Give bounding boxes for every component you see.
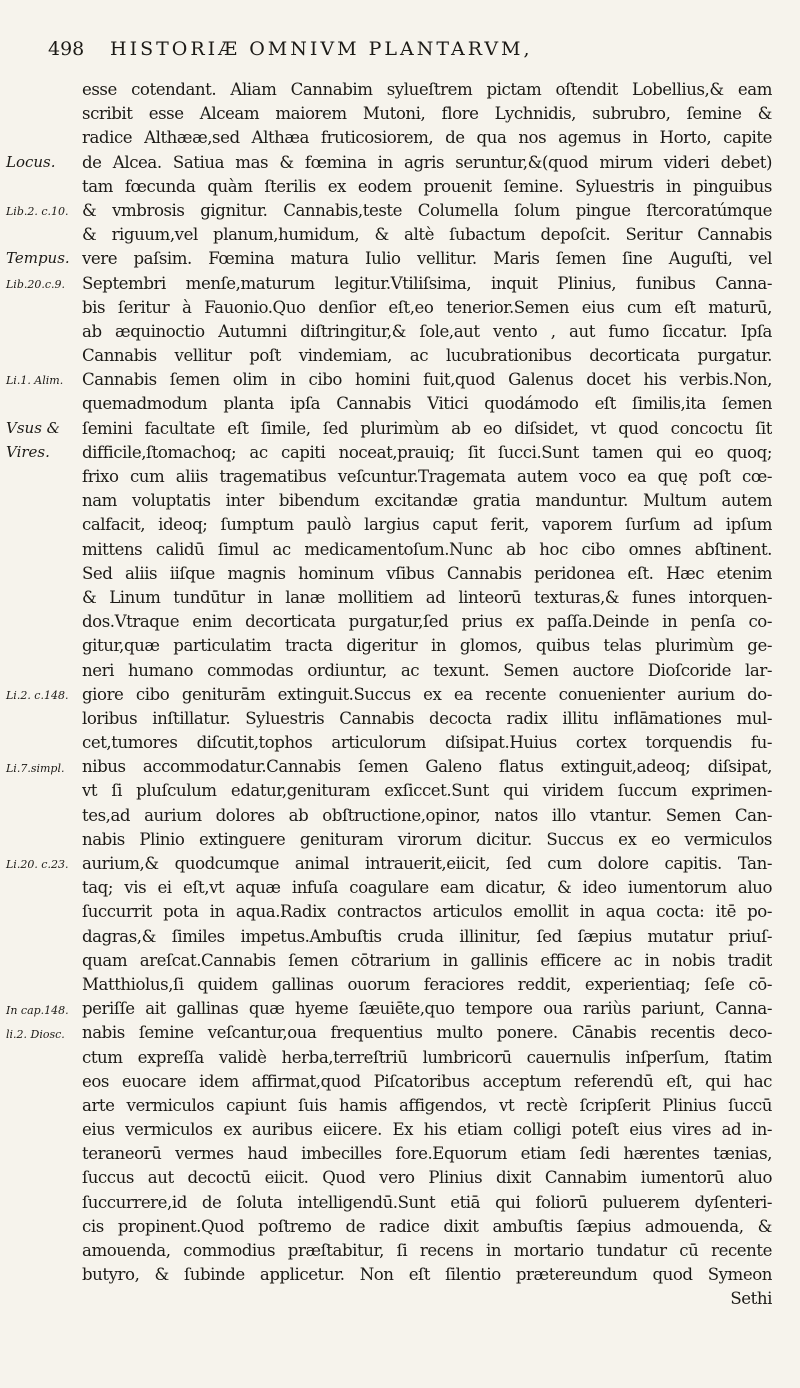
text-line: Sethi: [730, 1289, 772, 1309]
text-line: quemadmodum planta ipſa Cannabis Vitici quodámodo eſt ſimilis,ita ſemen: [82, 394, 772, 414]
text-line: scribit esse Alceam maiorem Mutoni, flore Lychnidis, subrubro, ſemine &: [82, 104, 772, 124]
text-line: & Linum tundūtur in lanæ mollitiem ad linteorū texturas,& funes intorquen-: [82, 587, 772, 607]
text-line: & riguum,vel planum,humidum, & altè ſubactum depoſcit. Seritur Cannabis: [82, 225, 772, 245]
text-line: difficile,ſtomachoq; ac capiti noceat,prauiq; ſit ſucci.Sunt tamen qui eo quoq;: [82, 442, 772, 462]
marginal-note: Vires.: [6, 443, 50, 461]
page-header: [48, 38, 768, 68]
text-line: nabis ſemine veſcantur,oua frequentius multo ponere. Cānabis recentis deco-: [82, 1023, 772, 1043]
text-line: Sed aliis iiſque magnis hominum vſibus Cannabis peridonea eſt. Hæc etenim: [82, 563, 772, 583]
page-number: 498: [48, 38, 85, 60]
text-line: ſuccurrere,id de ſoluta intelligendū.Sunt etiā qui foliorū puluerem dyſenteri-: [82, 1192, 772, 1212]
marginal-note: In cap.148.: [6, 1003, 69, 1017]
text-line: Cannabis ſemen olim in cibo homini fuit,quod Galenus docet his verbis.Non,: [82, 370, 772, 390]
marginal-note: Lib.20.c.9.: [6, 277, 66, 291]
text-line: gitur,quæ particulatim tracta digeritur in glomos, quibus telas plurimùm ge-: [82, 636, 772, 656]
text-line: Septembri menſe,maturum legitur.Vtiliſsima, inquit Plinius, funibus Canna-: [82, 273, 772, 293]
text-line: vere paſsim. Fœmina matura Iulio vellitur. Maris ſemen ſine Auguſti, vel: [82, 249, 772, 269]
text-line: ctum expreſſa validè herba,terreſtriū lumbricorū cauernulis inſperſum, ſtatim: [82, 1047, 772, 1067]
marginal-note: Tempus.: [6, 249, 70, 268]
text-line: nam voluptatis inter bibendum excitandæ gratia manduntur. Multum autem: [82, 491, 772, 511]
text-line: calfacit, ideoq; ſumptum paulò largius caput ferit, vaporem ſurſum ad ipſum: [82, 515, 772, 535]
text-line: nibus accommodatur.Cannabis ſemen Galeno flatus extinguit,adeoq; diſsipat,: [82, 757, 772, 777]
text-line: cis propinent.Quod poſtremo de radice dixit ambuſtis ſæpius admouenda, &: [82, 1216, 772, 1236]
running-head: HISTORIÆ OMNIVM PLANTARVM,: [110, 38, 533, 60]
text-line: Cannabis vellitur poſt vindemiam, ac lucubrationibus decorticata purgatur.: [82, 346, 772, 366]
marginal-note: Li.20. c.23.: [6, 858, 69, 872]
marginal-note: Locus.: [6, 152, 56, 171]
text-line: vt ſi pluſculum edatur,genituram exſiccet.Sunt qui viridem ſuccum exprimen-: [82, 781, 772, 801]
text-line: nabis Plinio extinguere genituram virorum dicitur. Succus ex eo vermiculos: [82, 829, 772, 849]
text-line: neri humano commodas ordiuntur, ac texunt. Semen auctore Dioſcoride lar-: [82, 660, 772, 680]
marginal-note: li.2. Diosc.: [6, 1027, 65, 1041]
text-line: giore cibo geniturām extinguit.Succus ex ea recente conuenienter aurium do-: [82, 684, 772, 704]
text-line: Matthiolus,ſi quidem gallinas ouorum feraciores reddit, experientiaq; ſeſe cō-: [82, 974, 772, 994]
text-line: amouenda, commodius præſtabitur, ſi recens in mortario tundatur cū recente: [82, 1241, 772, 1260]
marginal-note: Vsus &: [6, 418, 61, 437]
text-line: teraneorū vermes haud imbecilles fore.Equorum etiam ſedi hærentes tænias,: [82, 1144, 772, 1164]
text-line: eius vermiculos ex auribus eiicere. Ex his etiam colligi poteſt eius vires ad in-: [82, 1120, 772, 1140]
text-line: quam areſcat.Cannabis ſemen cōtrarium in gallinis efficere ac in nobis tradit: [82, 950, 772, 970]
text-line: ab æquinoctio Autumni diſtringitur,& ſole,aut vento , aut fumo ſiccatur. Ipſa: [82, 321, 772, 341]
marginal-note: Lib.2. c.10.: [6, 205, 69, 218]
text-line: radice Althææ,sed Althæa fruticosiorem, de qua nos agemus in Horto, capite: [82, 128, 772, 148]
text-line: ſuccurrit pota in aqua.Radix contractos articulos emollit in aqua cocta: itē po-: [82, 902, 772, 922]
marginal-note: Li.1. Alim.: [6, 374, 64, 388]
text-line: mittens calidū ſimul ac medicamentoſum.Nunc ab hoc cibo omnes abſtinent.: [82, 539, 772, 559]
text-line: tes,ad aurium dolores ab obſtructione,opinor, natos illo vtantur. Semen Can-: [82, 805, 772, 825]
text-line: butyro, & ſubinde applicetur. Non eſt ſilentio prætereundum quod Symeon: [82, 1265, 772, 1285]
text-line: dos.Vtraque enim decorticata purgatur,ſed prius ex paſſa.Deinde in penſa co-: [82, 612, 772, 632]
text-line: de Alcea. Satiua mas & fœmina in agris seruntur,&(quod mirum videri debet): [82, 152, 772, 172]
text-line: frixo cum aliis tragematibus veſcuntur.Tragemata autem voco ea quę poſt cœ-: [82, 467, 772, 486]
text-line: eos euocare idem affirmat,quod Piſcatoribus acceptum referendū eſt, qui hac: [82, 1071, 772, 1091]
text-line: taq; vis ei eſt,vt aquæ infuſa coagulare eam dicatur, & ideo iumentorum aluo: [82, 878, 772, 898]
text-line: esse cotendant. Aliam Cannabim sylueſtrem pictam oſtendit Lobellius,& eam: [82, 80, 772, 99]
text-line: arte vermiculos capiunt ſuis hamis affigendos, vt rectè ſcripſerit Plinius ſuccū: [82, 1095, 772, 1115]
text-line: & vmbrosis gignitur. Cannabis,teste Columella ſolum pingue ſtercoratúmque: [82, 200, 772, 220]
text-line: periſſe ait gallinas quæ hyeme ſæuiēte,quo tempore oua rariùs pariunt, Canna-: [82, 999, 772, 1019]
text-line: ſemini facultate eſt ſimile, ſed plurimùm ab eo diſsidet, vt quod concoctu ſit: [82, 418, 772, 438]
body-text: [82, 78, 772, 1312]
marginal-note: Li.2. c.148.: [6, 689, 69, 702]
text-line: tam fœcunda quàm ſterilis ex eodem prouenit ſemine. Syluestris in pinguibus: [82, 176, 772, 196]
text-line: cet,tumores diſcutit,tophos articulorum diſsipat.Huius cortex torquendis fu-: [82, 733, 772, 753]
text-line: aurium,& quodcumque animal intrauerit,eiicit, ſed cum dolore capitis. Tan-: [82, 854, 772, 873]
text-line: bis ſeritur à Fauonio.Quo denſior eſt,eo tenerior.Semen eius cum eſt maturū,: [82, 297, 772, 317]
text-line: dagras,& ſimiles impetus.Ambuſtis cruda illinitur, ſed ſæpius mutatur priuſ-: [82, 926, 772, 946]
marginal-note: Li.7.simpl.: [6, 761, 65, 775]
text-line: loribus inſtillatur. Syluestris Cannabis decocta radix illitu inflāmationes mul-: [82, 708, 772, 728]
text-line: ſuccus aut decoctū eiicit. Quod vero Plinius dixit Cannabim iumentorū aluo: [82, 1168, 772, 1188]
